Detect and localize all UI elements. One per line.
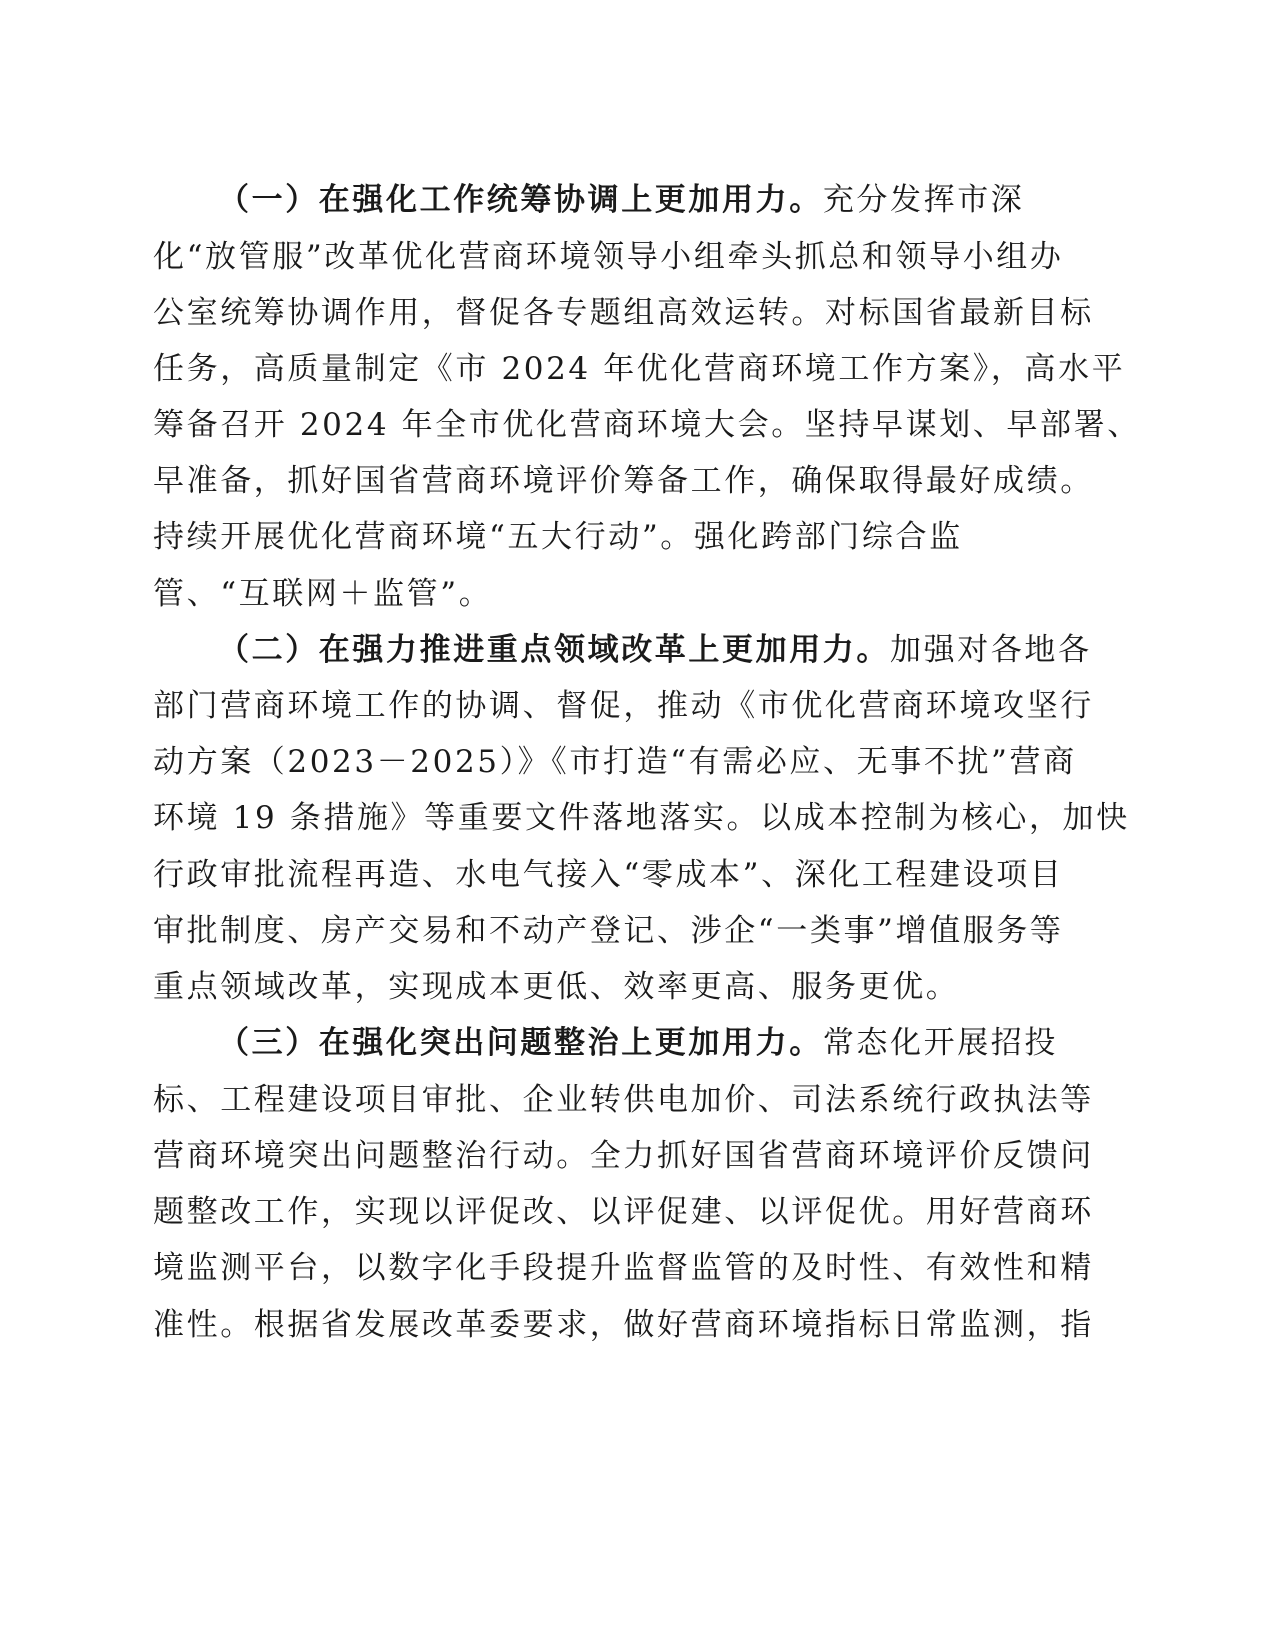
paragraph-line: 行政审批流程再造、水电气接入“零成本”、深化工程建设项目 — [153, 857, 1064, 893]
paragraph-line: 持续开展优化营商环境“五大行动”。强化跨部门综合监 — [153, 519, 963, 555]
section-heading: （二）在强力推进重点领域改革上更加用力。 — [218, 632, 890, 668]
paragraph-line — [218, 1023, 1058, 1063]
paragraph-line: 境监测平台，以数字化手段提升监督监管的及时性、有效性和精 — [153, 1250, 1094, 1286]
paragraph-line: 公室统筹协调作用，督促各专题组高效运转。对标国省最新目标 — [153, 295, 1094, 331]
paragraph-text: 常态化开展招投 — [822, 1025, 1059, 1061]
paragraph-line — [218, 630, 1092, 670]
paragraph-line: 重点领域改革，实现成本更低、效率更高、服务更优。 — [153, 969, 960, 1005]
paragraph-line: 管、“互联网＋监管”。 — [153, 576, 493, 612]
paragraph-line: 标、工程建设项目审批、企业转供电加价、司法系统行政执法等 — [153, 1082, 1094, 1118]
paragraph-line: 审批制度、房产交易和不动产登记、涉企“一类事”增值服务等 — [153, 913, 1064, 949]
paragraph-line: 题整改工作，实现以评促改、以评促建、以评促优。用好营商环 — [153, 1194, 1094, 1230]
section-heading: （一）在强化工作统筹协调上更加用力。 — [218, 182, 823, 218]
paragraph-line: 准性。根据省发展改革委要求，做好营商环境指标日常监测，指 — [153, 1307, 1094, 1343]
paragraph-line — [218, 180, 1024, 220]
paragraph-line: 早准备，抓好国省营商环境评价筹备工作，确保取得最好成绩。 — [153, 463, 1094, 499]
paragraph-line: 营商环境突出问题整治行动。全力抓好国省营商环境评价反馈问 — [153, 1138, 1094, 1174]
paragraph-line: 任务，高质量制定《市 2024 年优化营商环境工作方案》，高水平 — [153, 351, 1126, 387]
paragraph-line: 环境 19 条措施》等重要文件落地落实。以成本控制为核心，加快 — [153, 800, 1130, 836]
paragraph-line: 筹备召开 2024 年全市优化营商环境大会。坚持早谋划、早部署、 — [153, 407, 1141, 443]
paragraph-line: 化“放管服”改革优化营商环境领导小组牵头抓总和领导小组办 — [153, 239, 1064, 275]
paragraph-line: 动方案（2023－2025）》《市打造“有需必应、无事不扰”营商 — [153, 744, 1077, 780]
paragraph-text: 充分发挥市深 — [822, 182, 1025, 218]
paragraph-line: 部门营商环境工作的协调、督促，推动《市优化营商环境攻坚行 — [153, 688, 1094, 724]
paragraph-text: 加强对各地各 — [890, 632, 1092, 668]
section-heading: （三）在强化突出问题整治上更加用力。 — [218, 1025, 823, 1061]
